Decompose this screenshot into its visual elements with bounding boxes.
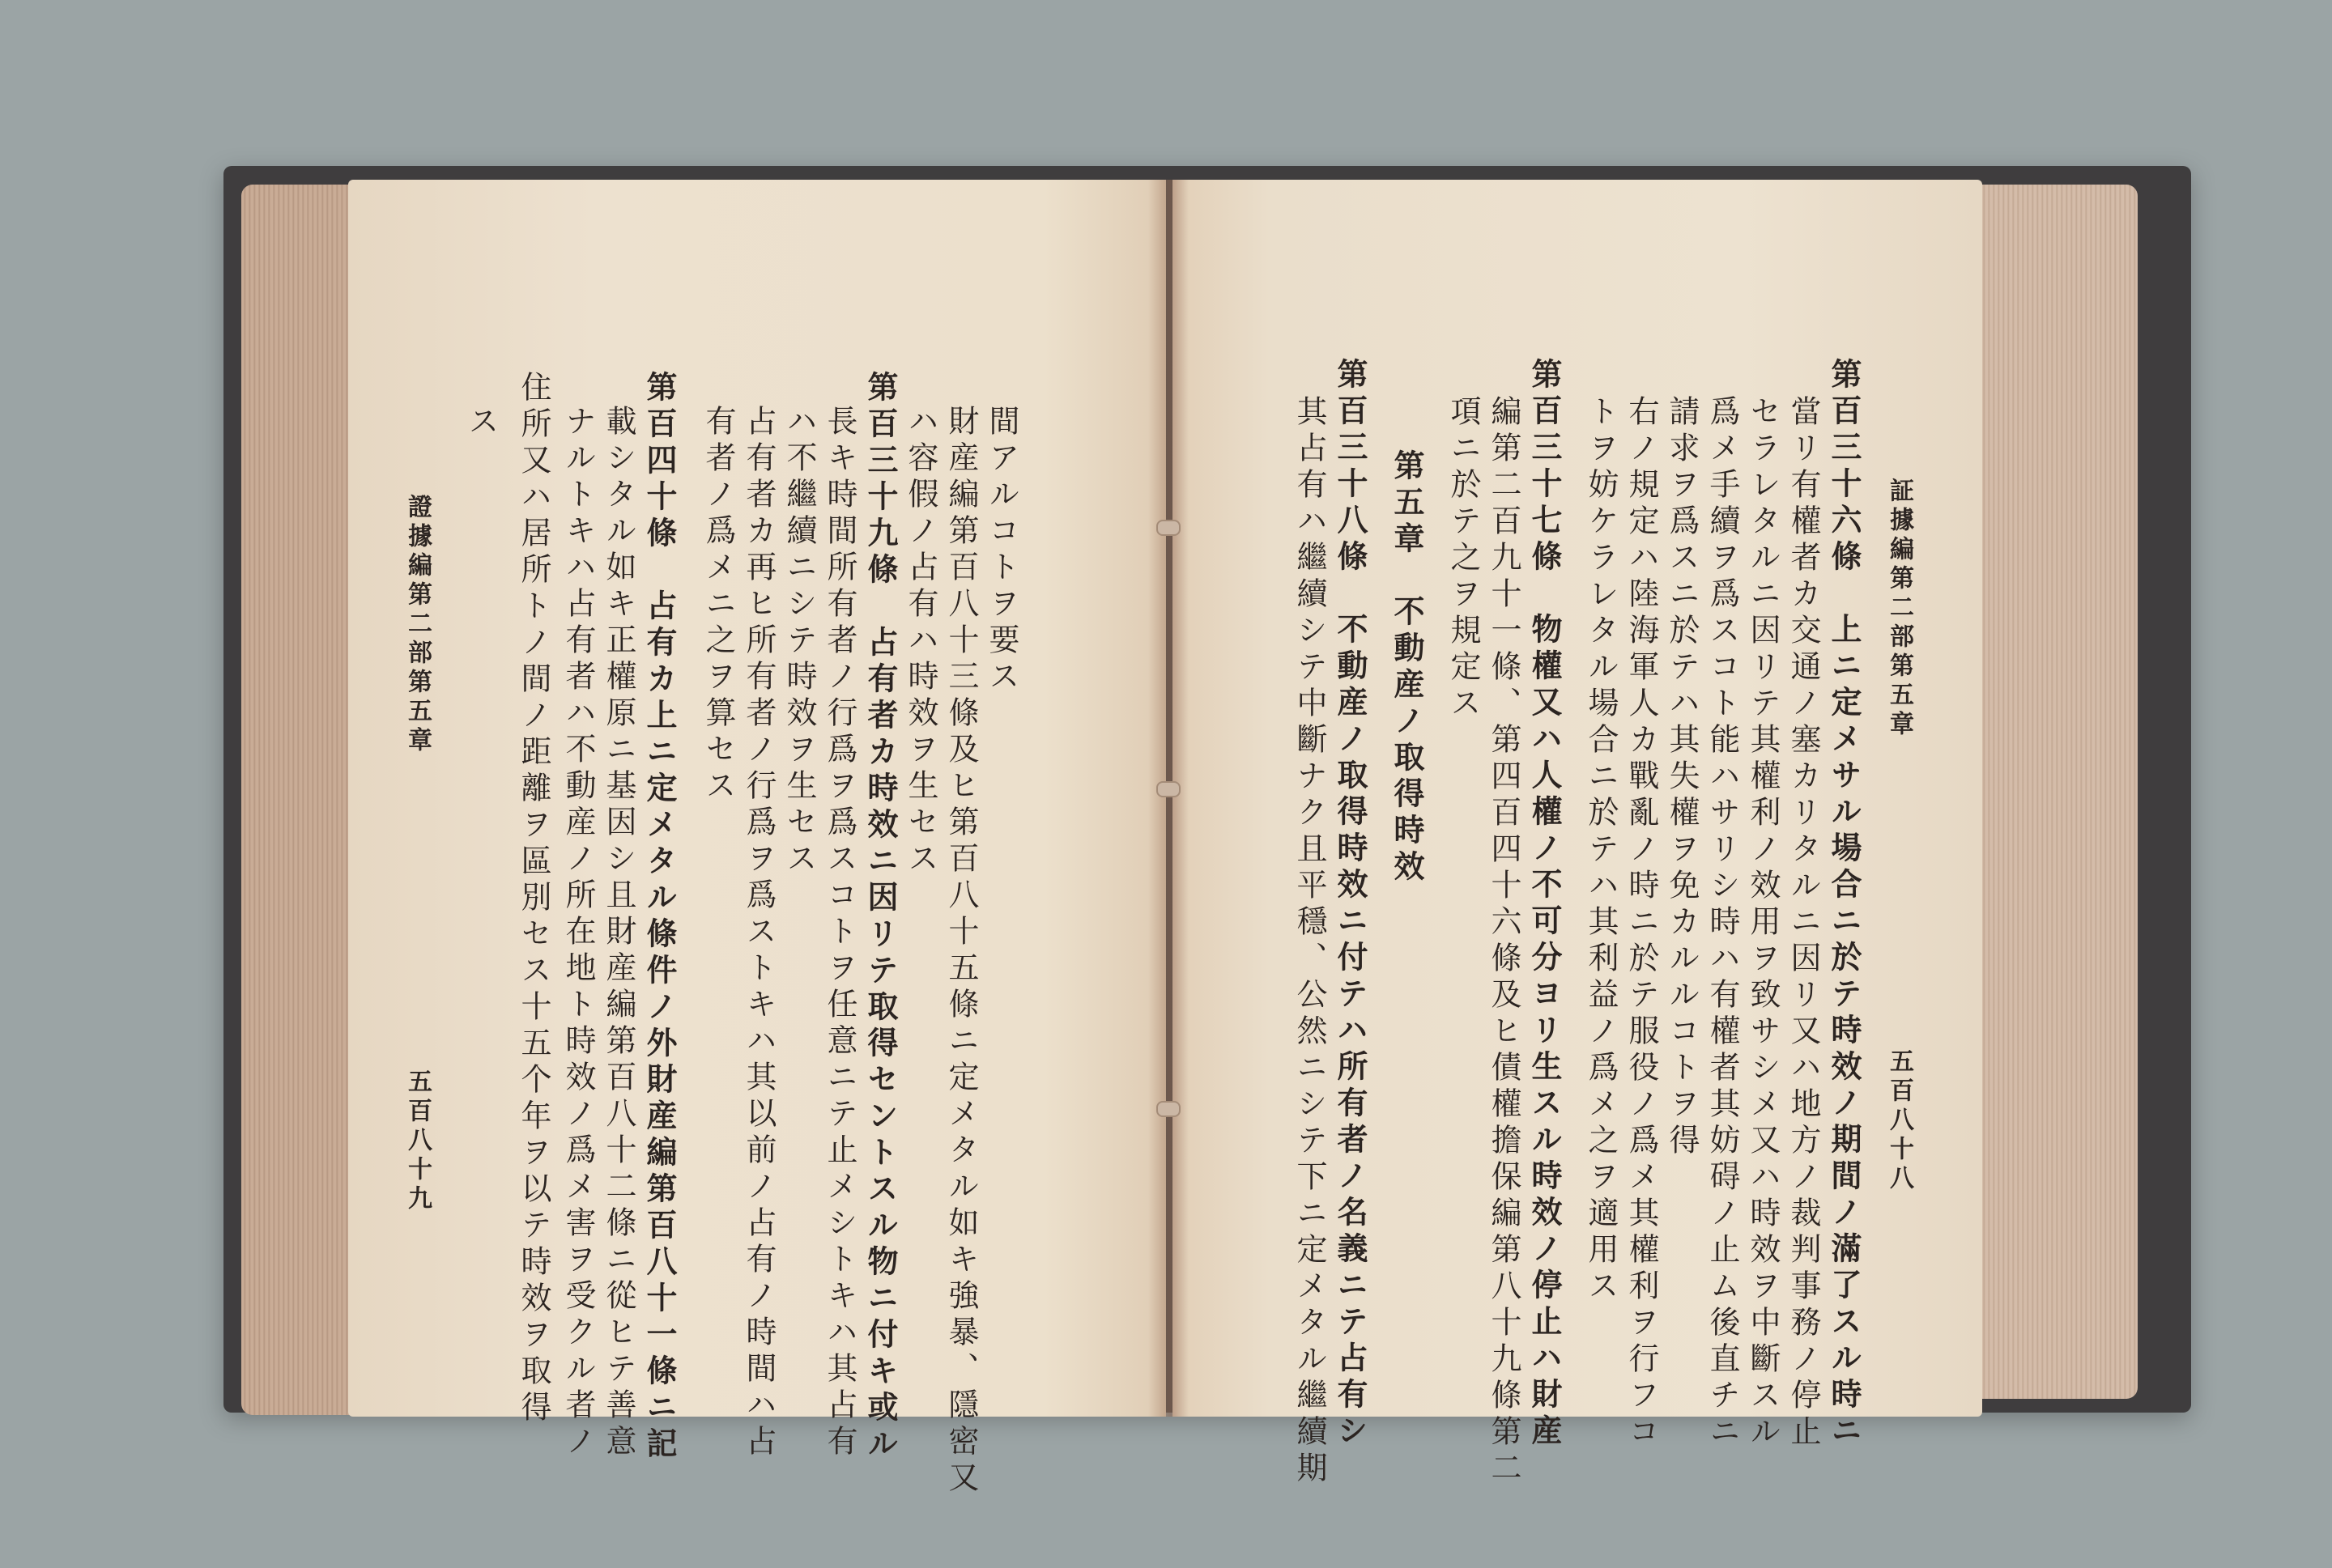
- left-text-line: 財産編第百八十三條及ヒ第百八十五條ニ定メタル如キ強暴、隱密又: [943, 405, 979, 1498]
- binding-stitch: [1156, 1101, 1181, 1117]
- left-text-line: ナルトキハ占有者ハ不動産ノ所在地ト時效ノ爲メ害ヲ受クル者ノ: [560, 405, 596, 1461]
- binding-stitch: [1156, 520, 1181, 536]
- left-page-number: 五百八十九: [403, 1069, 432, 1214]
- left-text-line: ス: [463, 405, 499, 441]
- right-text-line: 請求ヲ爲スニ於テハ其失權ヲ免カルルコトヲ得: [1664, 395, 1700, 1160]
- binding-stitch: [1156, 781, 1181, 797]
- right-text-line: 當リ有權者カ交通ノ塞カリタルニ因リ又ハ地方ノ裁判事務ノ停止: [1785, 395, 1821, 1451]
- left-text-line: 住所又ハ居所トノ間ノ距離ヲ區別セス十五个年ヲ以テ時效ヲ取得: [516, 371, 551, 1427]
- right-text-line: セラレタルニ因リテ其權利ノ效用ヲ致サシメ又ハ時效ヲ中斷スル: [1745, 395, 1781, 1451]
- right-page-header: 証據編第二部第五章: [1885, 478, 1913, 740]
- left-text-line: 有者ノ爲メニ之ヲ算セス: [700, 405, 736, 805]
- book-gutter: [1148, 180, 1189, 1417]
- right-text-line: 編第二百九十一條、第四百四十六條及ヒ債權擔保編第八十九條第二: [1486, 395, 1521, 1488]
- right-text-line: 爲メ手續ヲ爲スコト能ハサリシ時ハ有權者其妨碍ノ止ム後直チニ: [1704, 395, 1740, 1451]
- page-edges-left: [241, 185, 363, 1415]
- left-text-line: 載シタル如キ正權原ニ基因シ且財産編第百八十二條ニ從ヒテ善意: [601, 405, 636, 1461]
- chapter-heading: 第五章 不動産ノ取得時效: [1389, 449, 1425, 886]
- left-article-line: 第百三十九條 占有者カ時效ニ因リテ取得セントスル物ニ付キ或ル: [862, 371, 899, 1464]
- right-text-line: トヲ妨ケラレタル場合ニ於テハ其利益ノ爲メ之ヲ適用ス: [1583, 395, 1619, 1306]
- right-text-line: 右ノ規定ハ陸海軍人カ戰亂ノ時ニ於テ服役ノ爲メ其權利ヲ行フコ: [1623, 395, 1659, 1451]
- left-text-line: ハ容假ノ占有ハ時效ヲ生セス: [903, 405, 938, 878]
- left-text-line: 長キ時間所有者ノ行爲ヲ爲スコトヲ任意ニテ止メシトキハ其占有: [822, 405, 857, 1461]
- right-article-line: 第百三十八條 不動産ノ取得時效ニ付テハ所有者ノ名義ニテ占有シ: [1332, 358, 1368, 1451]
- left-article-line: 第百四十條 占有カ上ニ定メタル條件ノ外財産編第百八十一條ニ記: [641, 371, 678, 1464]
- left-text-line: 占有者カ再ヒ所有者ノ行爲ヲ爲ストキハ其以前ノ占有ノ時間ハ占: [741, 405, 777, 1461]
- left-page-header: 證據編第二部第五章: [403, 494, 432, 756]
- right-text-line: 其占有ハ繼續シテ中斷ナク且平穩、公然ニシテ下ニ定メタル繼續期: [1292, 395, 1327, 1488]
- right-page-number: 五百八十八: [1885, 1048, 1913, 1194]
- left-text-line: 間アルコトヲ要ス: [984, 405, 1019, 696]
- right-article-line: 第百三十六條 上ニ定メサル場合ニ於テ時效ノ期間ノ滿了スル時ニ: [1826, 358, 1862, 1451]
- left-text-line: ハ不繼續ニシテ時效ヲ生セス: [781, 405, 817, 878]
- right-text-line: 項ニ於テ之ヲ規定ス: [1445, 395, 1481, 723]
- page-edges-right: [1976, 185, 2138, 1399]
- right-article-line: 第百三十七條 物權又ハ人權ノ不可分ヨリ生スル時效ノ停止ハ財産: [1526, 358, 1563, 1451]
